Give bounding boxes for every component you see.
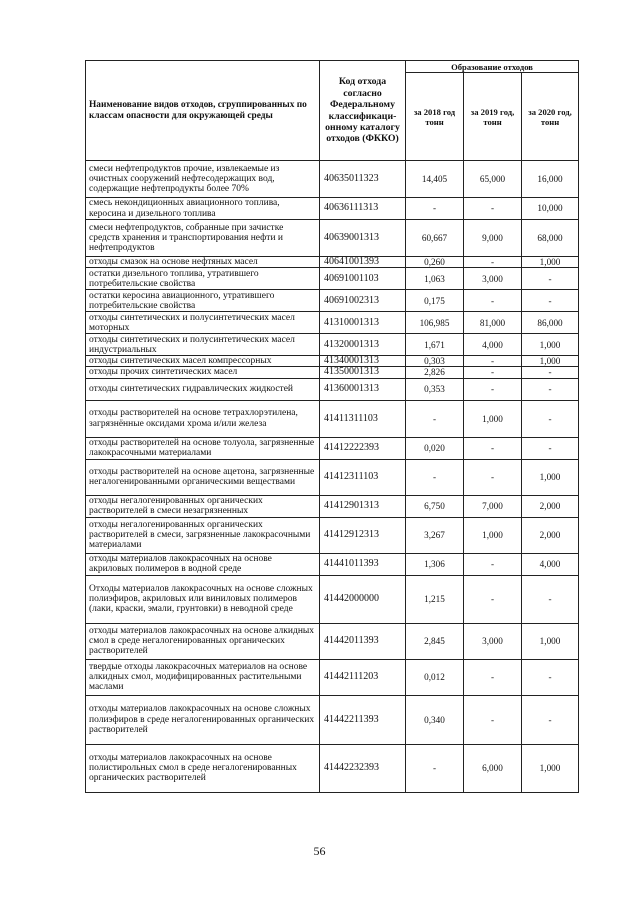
value-2018-cell: 0,303 xyxy=(406,356,464,367)
waste-name-cell: отходы негалогенированных органических растворителей в смеси, загрязненные лакокрасочными материалами xyxy=(86,517,320,553)
waste-name-cell: отходы синтетических и полусинтетических масел индустриальных xyxy=(86,334,320,356)
waste-name-cell: отходы растворителей на основе толуола, загрязненные лакокрасочными материалами xyxy=(86,437,320,459)
value-2019-cell: 81,000 xyxy=(464,312,522,334)
value-2020-cell: 10,000 xyxy=(522,198,579,220)
value-2018-cell: 6,750 xyxy=(406,495,464,517)
value-2019-cell: - xyxy=(464,367,522,378)
table-row xyxy=(86,268,579,290)
value-2018-cell: 1,306 xyxy=(406,553,464,575)
table-row xyxy=(86,367,579,378)
table-row xyxy=(86,695,579,744)
waste-name-cell: отходы материалов лакокрасочных на основе полистирольных смол в среде негалогенированных органических растворителей xyxy=(86,744,320,792)
value-2020-cell: 1,000 xyxy=(522,257,579,268)
value-2019-cell: - xyxy=(464,356,522,367)
fkko-code-cell: 41350001313 xyxy=(320,367,406,378)
table-row xyxy=(86,257,579,268)
waste-name-cell: остатки дизельного топлива, утратившего потребительские свойства xyxy=(86,268,320,290)
value-2018-cell: 0,260 xyxy=(406,257,464,268)
table-row xyxy=(86,517,579,553)
value-2020-cell: - xyxy=(522,367,579,378)
value-2018-cell: 106,985 xyxy=(406,312,464,334)
fkko-code-cell: 41412901313 xyxy=(320,495,406,517)
fkko-code-cell: 41442111203 xyxy=(320,659,406,695)
value-2018-cell: 0,020 xyxy=(406,437,464,459)
value-2020-cell: 2,000 xyxy=(522,517,579,553)
value-2018-cell: 0,175 xyxy=(406,290,464,312)
value-2020-cell: - xyxy=(522,268,579,290)
value-2020-cell: 16,000 xyxy=(522,161,579,198)
value-2018-cell: - xyxy=(406,400,464,437)
table-row xyxy=(86,495,579,517)
value-2020-cell: - xyxy=(522,400,579,437)
waste-name-cell: смесь некондиционных авиационного топлива, керосина и дизельного топлива xyxy=(86,198,320,220)
header-year-2020: за 2020 год, тонн xyxy=(522,73,579,161)
waste-name-cell: отходы синтетических масел компрессорных xyxy=(86,356,320,367)
value-2019-cell: - xyxy=(464,553,522,575)
fkko-code-cell: 41442232393 xyxy=(320,744,406,792)
value-2018-cell: 60,667 xyxy=(406,220,464,257)
fkko-code-cell: 40641001393 xyxy=(320,257,406,268)
waste-table xyxy=(85,60,579,793)
value-2019-cell: - xyxy=(464,290,522,312)
value-2018-cell: - xyxy=(406,744,464,792)
waste-name-cell: твердые отходы лакокрасочных материалов на основе алкидных смол, модифицированных растительными маслами xyxy=(86,659,320,695)
table-row xyxy=(86,437,579,459)
fkko-code-cell: 41441011393 xyxy=(320,553,406,575)
value-2018-cell: 1,215 xyxy=(406,575,464,623)
waste-name-cell: смеси нефтепродуктов прочие, извлекаемые из очистных сооружений нефтесодержащих вод, содержащие нефтепродукты более 70% xyxy=(86,161,320,198)
value-2020-cell: - xyxy=(522,378,579,400)
table-header xyxy=(86,61,579,161)
waste-name-cell: отходы прочих синтетических масел xyxy=(86,367,320,378)
value-2020-cell: 86,000 xyxy=(522,312,579,334)
table-body xyxy=(86,161,579,793)
value-2020-cell: - xyxy=(522,290,579,312)
fkko-code-cell: 41412222393 xyxy=(320,437,406,459)
fkko-code-cell: 40691001103 xyxy=(320,268,406,290)
waste-name-cell: остатки керосина авиационного, утратившего потребительские свойства xyxy=(86,290,320,312)
value-2018-cell: - xyxy=(406,198,464,220)
value-2018-cell: 14,405 xyxy=(406,161,464,198)
table-row xyxy=(86,198,579,220)
value-2020-cell: 2,000 xyxy=(522,495,579,517)
table-row xyxy=(86,553,579,575)
value-2019-cell: 6,000 xyxy=(464,744,522,792)
fkko-code-cell: 40691002313 xyxy=(320,290,406,312)
value-2019-cell: - xyxy=(464,198,522,220)
value-2019-cell: 3,000 xyxy=(464,268,522,290)
value-2018-cell: 1,671 xyxy=(406,334,464,356)
table-row xyxy=(86,161,579,198)
fkko-code-cell: 41411311103 xyxy=(320,400,406,437)
value-2020-cell: 1,000 xyxy=(522,623,579,659)
value-2020-cell: 1,000 xyxy=(522,334,579,356)
value-2019-cell: 1,000 xyxy=(464,517,522,553)
value-2018-cell: 3,267 xyxy=(406,517,464,553)
table-row xyxy=(86,312,579,334)
fkko-code-cell: 41412311103 xyxy=(320,459,406,495)
value-2018-cell: 0,353 xyxy=(406,378,464,400)
table-row xyxy=(86,623,579,659)
value-2019-cell: 1,000 xyxy=(464,400,522,437)
waste-name-cell: смеси нефтепродуктов, собранные при зачистке средств хранения и транспортирования нефти и нефтепродуктов xyxy=(86,220,320,257)
header-year-2018: за 2018 год тонн xyxy=(406,73,464,161)
value-2020-cell: 1,000 xyxy=(522,744,579,792)
value-2019-cell: 3,000 xyxy=(464,623,522,659)
value-2019-cell: - xyxy=(464,257,522,268)
table-row xyxy=(86,378,579,400)
fkko-code-cell: 41442000000 xyxy=(320,575,406,623)
value-2020-cell: 1,000 xyxy=(522,356,579,367)
waste-name-cell: отходы смазок на основе нефтяных масел xyxy=(86,257,320,268)
fkko-code-cell: 41442011393 xyxy=(320,623,406,659)
value-2020-cell: 68,000 xyxy=(522,220,579,257)
waste-name-cell: отходы негалогенированных органических растворителей в смеси незагрязненных xyxy=(86,495,320,517)
table-row xyxy=(86,459,579,495)
fkko-code-cell: 40635011323 xyxy=(320,161,406,198)
fkko-code-cell: 41412912313 xyxy=(320,517,406,553)
value-2019-cell: - xyxy=(464,575,522,623)
value-2018-cell: 0,012 xyxy=(406,659,464,695)
header-fkko-code: Код отхода согласно Федеральному классификаци-онному каталогу отходов (ФККО) xyxy=(320,61,406,161)
page-number: 56 xyxy=(313,844,326,858)
value-2020-cell: 4,000 xyxy=(522,553,579,575)
waste-name-cell: Отходы материалов лакокрасочных на основе сложных полиэфиров, акриловых или виниловых полимеров (лаки, краски, эмали, грунтовки) в неводной среде xyxy=(86,575,320,623)
value-2019-cell: 7,000 xyxy=(464,495,522,517)
waste-name-cell: отходы синтетических гидравлических жидкостей xyxy=(86,378,320,400)
table-row xyxy=(86,220,579,257)
fkko-code-cell: 41360001313 xyxy=(320,378,406,400)
header-waste-name: Наименование видов отходов, сгруппированных по классам опасности для окружающей среды xyxy=(86,61,320,161)
value-2020-cell: - xyxy=(522,575,579,623)
value-2019-cell: 65,000 xyxy=(464,161,522,198)
value-2019-cell: - xyxy=(464,659,522,695)
value-2020-cell: 1,000 xyxy=(522,459,579,495)
header-waste-formation: Образование отходов xyxy=(406,61,579,73)
table-row xyxy=(86,575,579,623)
waste-name-cell: отходы материалов лакокрасочных на основе сложных полиэфиров в среде негалогенированных органических растворителей xyxy=(86,695,320,744)
table-row xyxy=(86,744,579,792)
table-row xyxy=(86,659,579,695)
table-row xyxy=(86,356,579,367)
waste-name-cell: отходы растворителей на основе тетрахлорэтилена, загрязнённые оксидами хрома и/или железа xyxy=(86,400,320,437)
fkko-code-cell: 40639001313 xyxy=(320,220,406,257)
value-2018-cell: 2,826 xyxy=(406,367,464,378)
table-row xyxy=(86,290,579,312)
value-2020-cell: - xyxy=(522,437,579,459)
value-2018-cell: 0,340 xyxy=(406,695,464,744)
value-2019-cell: - xyxy=(464,459,522,495)
value-2020-cell: - xyxy=(522,659,579,695)
value-2019-cell: - xyxy=(464,378,522,400)
value-2019-cell: - xyxy=(464,695,522,744)
value-2019-cell: 9,000 xyxy=(464,220,522,257)
waste-name-cell: отходы материалов лакокрасочных на основе акриловых полимеров в водной среде xyxy=(86,553,320,575)
value-2018-cell: - xyxy=(406,459,464,495)
waste-name-cell: отходы материалов лакокрасочных на основе алкидных смол в среде негалогенированных органических растворителей xyxy=(86,623,320,659)
value-2020-cell: - xyxy=(522,695,579,744)
fkko-code-cell: 40636111313 xyxy=(320,198,406,220)
fkko-code-cell: 41310001313 xyxy=(320,312,406,334)
value-2018-cell: 1,063 xyxy=(406,268,464,290)
fkko-code-cell: 41442211393 xyxy=(320,695,406,744)
waste-name-cell: отходы растворителей на основе ацетона, загрязненные негалогенированными органическими веществами xyxy=(86,459,320,495)
fkko-code-cell: 41340001313 xyxy=(320,356,406,367)
header-year-2019: за 2019 год, тонн xyxy=(464,73,522,161)
table-row xyxy=(86,400,579,437)
value-2019-cell: 4,000 xyxy=(464,334,522,356)
value-2018-cell: 2,845 xyxy=(406,623,464,659)
waste-name-cell: отходы синтетических и полусинтетических масел моторных xyxy=(86,312,320,334)
table-row xyxy=(86,334,579,356)
fkko-code-cell: 41320001313 xyxy=(320,334,406,356)
value-2019-cell: - xyxy=(464,437,522,459)
